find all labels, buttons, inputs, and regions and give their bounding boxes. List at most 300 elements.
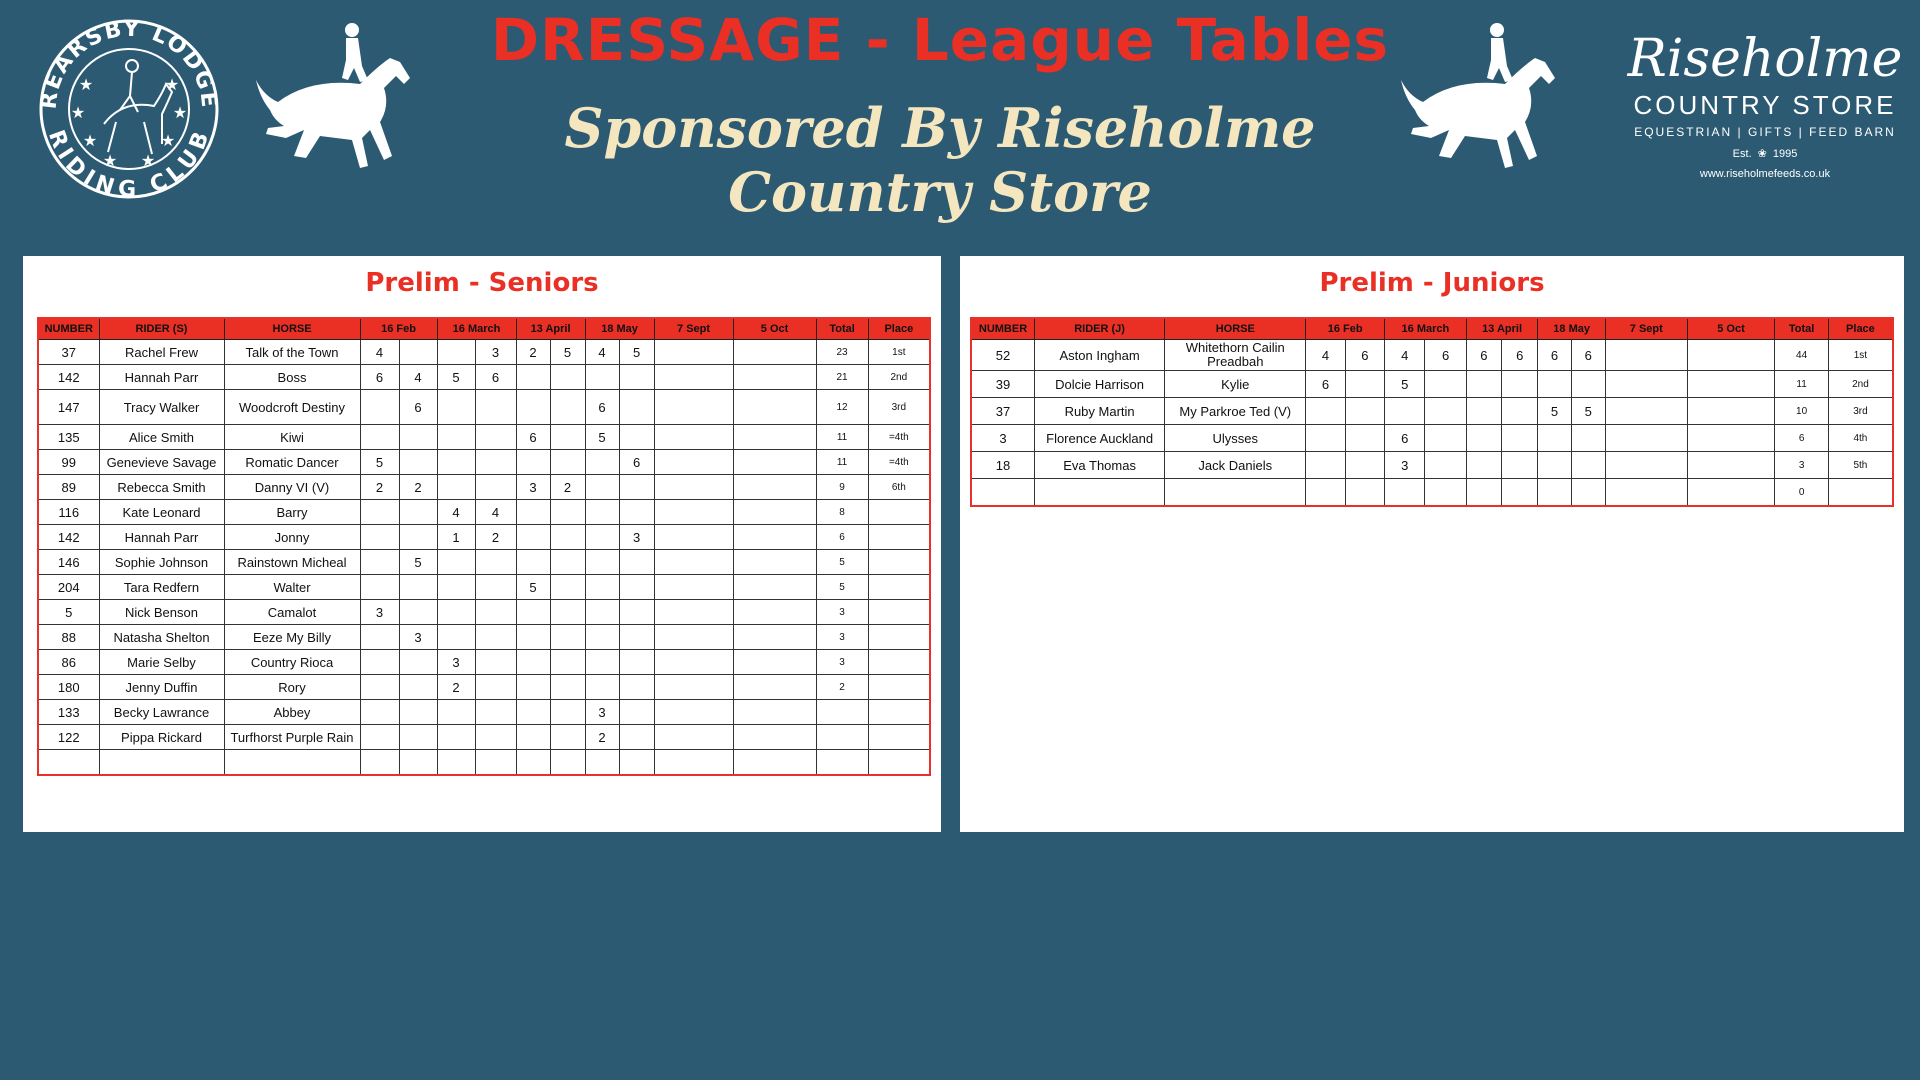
score-cell <box>1502 425 1538 452</box>
rider-name-cell: Ruby Martin <box>1035 398 1165 425</box>
score-cell <box>516 365 550 390</box>
col-header: 16 March <box>1385 318 1467 340</box>
score-cell <box>654 550 733 575</box>
total-cell: 6 <box>816 525 868 550</box>
table-row <box>38 600 930 625</box>
table-row <box>38 450 930 475</box>
score-cell <box>1502 371 1538 398</box>
rider-name-cell: Rebecca Smith <box>99 475 224 500</box>
horse-name-cell: Kylie <box>1165 371 1306 398</box>
svg-text:★: ★ <box>160 131 176 150</box>
horse-name-cell: Turfhorst Purple Rain <box>224 725 360 750</box>
dressage-horse-left-icon <box>250 18 420 178</box>
score-cell <box>654 390 733 425</box>
rider-name-cell <box>99 750 224 776</box>
juniors-title: Prelim - Juniors <box>1319 268 1545 298</box>
rider-number-cell: 142 <box>38 525 99 550</box>
score-cell <box>360 675 399 700</box>
table-row <box>971 398 1893 425</box>
score-cell <box>399 525 437 550</box>
score-cell: 6 <box>475 365 516 390</box>
score-cell <box>360 575 399 600</box>
place-cell <box>868 675 930 700</box>
score-cell: 4 <box>585 340 619 365</box>
total-cell: 10 <box>1775 398 1828 425</box>
score-cell <box>360 625 399 650</box>
score-cell <box>619 365 654 390</box>
table-row <box>38 625 930 650</box>
score-cell <box>619 750 654 776</box>
score-cell <box>437 700 475 725</box>
score-cell <box>654 340 733 365</box>
score-cell: 2 <box>360 475 399 500</box>
score-cell <box>733 650 816 675</box>
total-cell: 11 <box>816 450 868 475</box>
seniors-panel <box>23 256 941 832</box>
score-cell <box>619 600 654 625</box>
total-cell: 3 <box>816 600 868 625</box>
club-logo-bottom-text: RIDING CLUB <box>42 126 216 203</box>
score-cell <box>1425 398 1466 425</box>
score-cell <box>399 340 437 365</box>
score-cell <box>360 425 399 450</box>
horse-name-cell: Kiwi <box>224 425 360 450</box>
total-cell <box>816 700 868 725</box>
score-cell <box>1605 425 1687 452</box>
score-cell <box>1345 479 1384 507</box>
score-cell <box>619 500 654 525</box>
score-cell: 6 <box>585 390 619 425</box>
horse-name-cell: Whitethorn Cailin Preadbah <box>1165 340 1306 371</box>
rider-number-cell: 88 <box>38 625 99 650</box>
total-cell: 5 <box>816 550 868 575</box>
score-cell: 6 <box>516 425 550 450</box>
score-cell <box>550 525 585 550</box>
store-est-year: 1995 <box>1772 147 1798 160</box>
table-row <box>38 700 930 725</box>
place-cell <box>868 625 930 650</box>
rider-number-cell: 37 <box>971 398 1035 425</box>
score-cell <box>1571 479 1605 507</box>
rearsby-lodge-logo <box>34 14 224 204</box>
col-header: 18 May <box>585 318 654 340</box>
score-cell <box>1425 425 1466 452</box>
horse-name-cell: Eeze My Billy <box>224 625 360 650</box>
score-cell <box>1605 371 1687 398</box>
score-cell <box>516 650 550 675</box>
rider-name-cell: Tara Redfern <box>99 575 224 600</box>
table-row <box>38 365 930 390</box>
score-cell <box>1306 398 1345 425</box>
horse-name-cell: Jack Daniels <box>1165 452 1306 479</box>
table-row <box>38 500 930 525</box>
total-cell: 2 <box>816 675 868 700</box>
score-cell <box>550 625 585 650</box>
score-cell <box>550 425 585 450</box>
total-cell: 3 <box>816 625 868 650</box>
score-cell <box>360 550 399 575</box>
score-cell <box>733 700 816 725</box>
horse-name-cell: Woodcroft Destiny <box>224 390 360 425</box>
table-row <box>38 475 930 500</box>
score-cell <box>1605 479 1687 507</box>
score-cell <box>585 625 619 650</box>
score-cell <box>733 600 816 625</box>
horse-name-cell <box>1165 479 1306 507</box>
score-cell <box>1687 340 1775 371</box>
score-cell <box>1306 479 1345 507</box>
score-cell: 6 <box>1306 371 1345 398</box>
score-cell <box>1385 479 1425 507</box>
table-row <box>38 525 930 550</box>
score-cell: 3 <box>585 700 619 725</box>
score-cell <box>437 600 475 625</box>
score-cell: 3 <box>619 525 654 550</box>
score-cell: 3 <box>475 340 516 365</box>
rider-name-cell <box>1035 479 1165 507</box>
score-cell <box>550 575 585 600</box>
rider-number-cell: 18 <box>971 452 1035 479</box>
score-cell <box>1345 425 1384 452</box>
score-cell <box>1538 425 1571 452</box>
score-cell <box>654 575 733 600</box>
horse-name-cell: Walter <box>224 575 360 600</box>
score-cell <box>437 750 475 776</box>
store-url: www.riseholmefeeds.co.uk <box>1699 168 1831 180</box>
score-cell <box>516 550 550 575</box>
flower-icon: ❀ <box>1757 148 1767 160</box>
total-cell: 23 <box>816 340 868 365</box>
rider-name-cell: Genevieve Savage <box>99 450 224 475</box>
juniors-header-row <box>971 318 1893 340</box>
col-header: HORSE <box>1165 318 1306 340</box>
rider-name-cell: Becky Lawrance <box>99 700 224 725</box>
total-cell: 6 <box>1775 425 1828 452</box>
score-cell <box>654 675 733 700</box>
score-cell <box>1687 425 1775 452</box>
score-cell <box>733 575 816 600</box>
rider-number-cell: 3 <box>971 425 1035 452</box>
score-cell <box>1605 398 1687 425</box>
place-cell: 3rd <box>1828 398 1893 425</box>
score-cell <box>550 700 585 725</box>
score-cell <box>516 500 550 525</box>
score-cell <box>733 500 816 525</box>
score-cell <box>654 365 733 390</box>
dressage-horse-right-icon <box>1395 18 1565 178</box>
juniors-panel <box>960 256 1904 832</box>
score-cell: 6 <box>1538 340 1571 371</box>
score-cell <box>475 725 516 750</box>
place-cell <box>868 500 930 525</box>
place-cell: =4th <box>868 450 930 475</box>
horse-name-cell: Talk of the Town <box>224 340 360 365</box>
score-cell <box>550 750 585 776</box>
place-cell <box>868 600 930 625</box>
horse-name-cell: Romatic Dancer <box>224 450 360 475</box>
col-header: 5 Oct <box>733 318 816 340</box>
score-cell: 4 <box>437 500 475 525</box>
score-cell <box>1425 371 1466 398</box>
svg-text:★: ★ <box>70 103 86 122</box>
score-cell <box>475 575 516 600</box>
total-cell <box>816 725 868 750</box>
score-cell <box>399 450 437 475</box>
score-cell <box>733 340 816 365</box>
score-cell <box>550 500 585 525</box>
score-cell: 6 <box>360 365 399 390</box>
rider-number-cell <box>38 750 99 776</box>
score-cell <box>475 475 516 500</box>
score-cell <box>516 675 550 700</box>
score-cell <box>399 575 437 600</box>
col-header: Place <box>868 318 930 340</box>
rider-number-cell: 135 <box>38 425 99 450</box>
svg-text:★: ★ <box>164 75 180 94</box>
score-cell: 3 <box>1385 452 1425 479</box>
score-cell <box>733 675 816 700</box>
score-cell <box>1502 479 1538 507</box>
score-cell <box>1466 398 1501 425</box>
store-logo-name: COUNTRY STORE <box>1633 90 1897 120</box>
rider-name-cell: Sophie Johnson <box>99 550 224 575</box>
table-row <box>971 425 1893 452</box>
score-cell <box>1687 479 1775 507</box>
table-row <box>971 479 1893 507</box>
score-cell <box>399 700 437 725</box>
score-cell <box>1425 479 1466 507</box>
place-cell <box>868 550 930 575</box>
score-cell <box>475 425 516 450</box>
col-header: Total <box>1775 318 1828 340</box>
place-cell <box>868 700 930 725</box>
col-header: Total <box>816 318 868 340</box>
score-cell <box>1425 452 1466 479</box>
juniors-table <box>970 317 1894 507</box>
horse-name-cell: My Parkroe Ted (V) <box>1165 398 1306 425</box>
score-cell <box>585 550 619 575</box>
riseholme-store-logo <box>1620 30 1910 180</box>
score-cell <box>399 675 437 700</box>
score-cell <box>475 600 516 625</box>
score-cell <box>399 500 437 525</box>
score-cell <box>654 750 733 776</box>
rider-number-cell: 116 <box>38 500 99 525</box>
rider-name-cell: Alice Smith <box>99 425 224 450</box>
score-cell <box>550 390 585 425</box>
score-cell <box>1687 452 1775 479</box>
store-logo-script: Riseholme <box>1627 29 1903 89</box>
col-header: 7 Sept <box>654 318 733 340</box>
score-cell <box>585 500 619 525</box>
score-cell <box>550 365 585 390</box>
score-cell <box>360 650 399 675</box>
score-cell <box>654 700 733 725</box>
score-cell <box>585 675 619 700</box>
score-cell <box>550 600 585 625</box>
svg-text:★: ★ <box>78 75 94 94</box>
score-cell <box>550 675 585 700</box>
rider-name-cell: Hannah Parr <box>99 365 224 390</box>
score-cell <box>585 475 619 500</box>
score-cell <box>360 390 399 425</box>
score-cell: 2 <box>550 475 585 500</box>
rider-number-cell: 147 <box>38 390 99 425</box>
score-cell <box>516 390 550 425</box>
svg-text:★: ★ <box>102 151 118 170</box>
score-cell <box>475 390 516 425</box>
score-cell <box>733 365 816 390</box>
score-cell: 4 <box>475 500 516 525</box>
score-cell <box>619 700 654 725</box>
score-cell <box>654 600 733 625</box>
score-cell <box>733 425 816 450</box>
score-cell <box>360 500 399 525</box>
club-logo-top-text: REARSBY LODGE <box>36 16 222 111</box>
rider-number-cell: 86 <box>38 650 99 675</box>
store-est-label: Est. <box>1732 147 1752 160</box>
score-cell <box>475 550 516 575</box>
table-row <box>971 452 1893 479</box>
svg-text:RIDING CLUB <box>43 127 215 202</box>
score-cell <box>437 625 475 650</box>
score-cell <box>360 525 399 550</box>
score-cell <box>1571 425 1605 452</box>
score-cell: 4 <box>399 365 437 390</box>
total-cell: 11 <box>816 425 868 450</box>
score-cell <box>619 725 654 750</box>
score-cell <box>1466 479 1501 507</box>
table-row <box>38 725 930 750</box>
svg-text:★: ★ <box>172 103 188 122</box>
score-cell: 3 <box>437 650 475 675</box>
score-cell <box>654 500 733 525</box>
score-cell <box>399 425 437 450</box>
rider-name-cell: Jenny Duffin <box>99 675 224 700</box>
score-cell <box>1571 452 1605 479</box>
total-cell: 0 <box>1775 479 1828 507</box>
rider-number-cell: 39 <box>971 371 1035 398</box>
svg-text:★: ★ <box>140 151 156 170</box>
place-cell: 5th <box>1828 452 1893 479</box>
horse-name-cell <box>224 750 360 776</box>
score-cell <box>437 550 475 575</box>
score-cell <box>654 475 733 500</box>
place-cell <box>868 725 930 750</box>
col-header: 16 Feb <box>360 318 437 340</box>
rider-name-cell: Nick Benson <box>99 600 224 625</box>
total-cell: 9 <box>816 475 868 500</box>
col-header: RIDER (S) <box>99 318 224 340</box>
score-cell <box>1605 340 1687 371</box>
score-cell <box>437 340 475 365</box>
store-logo-tagline: EQUESTRIAN | GIFTS | FEED BARN <box>1634 125 1896 139</box>
score-cell: 3 <box>360 600 399 625</box>
score-cell <box>654 625 733 650</box>
score-cell <box>550 650 585 675</box>
score-cell: 5 <box>550 340 585 365</box>
score-cell <box>654 450 733 475</box>
score-cell <box>619 390 654 425</box>
seniors-title: Prelim - Seniors <box>365 268 599 298</box>
score-cell: 5 <box>1571 398 1605 425</box>
svg-text:★: ★ <box>82 131 98 150</box>
score-cell <box>1538 371 1571 398</box>
place-cell: 2nd <box>868 365 930 390</box>
score-cell <box>619 550 654 575</box>
score-cell: 2 <box>585 725 619 750</box>
score-cell <box>733 750 816 776</box>
rider-name-cell: Aston Ingham <box>1035 340 1165 371</box>
score-cell <box>654 425 733 450</box>
rider-number-cell: 89 <box>38 475 99 500</box>
table-row <box>971 340 1893 371</box>
score-cell: 2 <box>437 675 475 700</box>
col-header: NUMBER <box>971 318 1035 340</box>
score-cell <box>619 650 654 675</box>
score-cell <box>437 575 475 600</box>
place-cell <box>1828 479 1893 507</box>
score-cell <box>550 725 585 750</box>
rider-number-cell: 133 <box>38 700 99 725</box>
rider-number-cell: 180 <box>38 675 99 700</box>
place-cell: 4th <box>1828 425 1893 452</box>
rider-number-cell: 122 <box>38 725 99 750</box>
score-cell <box>475 650 516 675</box>
rider-name-cell: Tracy Walker <box>99 390 224 425</box>
score-cell: 2 <box>475 525 516 550</box>
score-cell: 6 <box>1502 340 1538 371</box>
rider-number-cell: 52 <box>971 340 1035 371</box>
score-cell <box>437 475 475 500</box>
score-cell: 3 <box>516 475 550 500</box>
score-cell <box>1538 479 1571 507</box>
horse-name-cell: Camalot <box>224 600 360 625</box>
score-cell <box>585 525 619 550</box>
rider-number-cell: 142 <box>38 365 99 390</box>
score-cell: 5 <box>516 575 550 600</box>
score-cell: 6 <box>1571 340 1605 371</box>
score-cell <box>399 650 437 675</box>
rider-name-cell: Rachel Frew <box>99 340 224 365</box>
score-cell <box>516 725 550 750</box>
score-cell <box>585 750 619 776</box>
horse-name-cell: Abbey <box>224 700 360 725</box>
score-cell <box>733 725 816 750</box>
col-header: HORSE <box>224 318 360 340</box>
score-cell: 5 <box>585 425 619 450</box>
score-cell <box>733 450 816 475</box>
horse-name-cell: Danny VI (V) <box>224 475 360 500</box>
place-cell <box>868 575 930 600</box>
score-cell <box>619 475 654 500</box>
total-cell: 21 <box>816 365 868 390</box>
score-cell <box>1502 398 1538 425</box>
table-row <box>38 650 930 675</box>
score-cell <box>1466 371 1501 398</box>
place-cell <box>868 750 930 776</box>
score-cell <box>1538 452 1571 479</box>
score-cell <box>475 450 516 475</box>
score-cell: 6 <box>1345 340 1384 371</box>
score-cell <box>475 675 516 700</box>
score-cell: 5 <box>399 550 437 575</box>
score-cell <box>585 450 619 475</box>
horse-name-cell: Jonny <box>224 525 360 550</box>
place-cell <box>868 525 930 550</box>
rider-name-cell: Kate Leonard <box>99 500 224 525</box>
score-cell <box>1345 452 1384 479</box>
